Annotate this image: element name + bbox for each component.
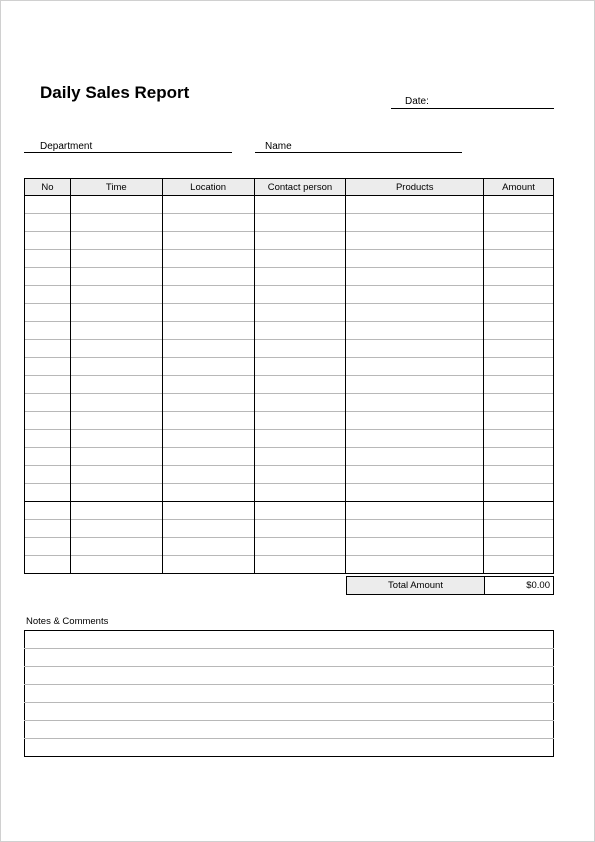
table-cell[interactable] — [346, 520, 484, 538]
table-cell[interactable] — [25, 484, 71, 502]
sales-table-body — [25, 196, 554, 574]
table-cell[interactable] — [25, 340, 71, 358]
total-amount-row — [347, 577, 554, 595]
table-cell[interactable] — [25, 556, 71, 574]
table-cell[interactable] — [484, 412, 554, 430]
table-cell[interactable] — [346, 556, 484, 574]
table-row — [25, 412, 554, 430]
table-cell[interactable] — [70, 250, 162, 268]
table-cell[interactable] — [25, 466, 71, 484]
table-cell[interactable] — [254, 412, 346, 430]
table-cell[interactable] — [484, 502, 554, 520]
column-header-no: No — [25, 179, 71, 196]
table-cell[interactable] — [162, 502, 254, 520]
table-cell[interactable] — [162, 304, 254, 322]
table-cell[interactable] — [254, 502, 346, 520]
sales-table — [24, 178, 554, 574]
table-row — [25, 286, 554, 304]
table-cell[interactable] — [162, 412, 254, 430]
column-header-contact-person: Contact person — [254, 179, 346, 196]
table-cell[interactable] — [484, 214, 554, 232]
table-row — [25, 196, 554, 214]
table-row — [25, 502, 554, 520]
table-cell[interactable] — [346, 466, 484, 484]
table-cell[interactable] — [25, 502, 71, 520]
table-cell[interactable] — [162, 214, 254, 232]
table-cell[interactable] — [162, 520, 254, 538]
table-cell[interactable] — [254, 430, 346, 448]
table-cell[interactable] — [254, 358, 346, 376]
table-cell[interactable] — [346, 430, 484, 448]
table-cell[interactable] — [70, 340, 162, 358]
table-cell[interactable] — [484, 340, 554, 358]
table-cell[interactable] — [70, 376, 162, 394]
table-cell[interactable] — [162, 448, 254, 466]
column-header-products: Products — [346, 179, 484, 196]
table-cell[interactable] — [346, 232, 484, 250]
table-row — [25, 520, 554, 538]
table-cell[interactable] — [484, 322, 554, 340]
table-cell[interactable] — [25, 196, 71, 214]
notes-line — [25, 667, 554, 685]
table-cell[interactable] — [254, 268, 346, 286]
table-cell[interactable] — [70, 484, 162, 502]
table-cell[interactable] — [162, 196, 254, 214]
table-cell[interactable] — [254, 466, 346, 484]
table-cell[interactable] — [346, 250, 484, 268]
table-cell[interactable] — [484, 250, 554, 268]
date-label: Date: — [405, 96, 429, 107]
table-cell[interactable] — [484, 376, 554, 394]
table-cell[interactable] — [70, 268, 162, 286]
table-row — [25, 376, 554, 394]
table-cell[interactable] — [254, 394, 346, 412]
table-cell[interactable] — [25, 430, 71, 448]
notes-line-cell[interactable] — [25, 703, 554, 721]
column-header-amount: Amount — [484, 179, 554, 196]
table-cell[interactable] — [346, 322, 484, 340]
notes-line-cell[interactable] — [25, 631, 554, 649]
table-cell[interactable] — [70, 322, 162, 340]
table-row — [25, 250, 554, 268]
table-row — [25, 322, 554, 340]
table-row — [25, 466, 554, 484]
table-cell[interactable] — [254, 520, 346, 538]
table-cell[interactable] — [346, 286, 484, 304]
table-cell[interactable] — [70, 232, 162, 250]
table-cell[interactable] — [484, 520, 554, 538]
table-row — [25, 394, 554, 412]
table-cell[interactable] — [70, 448, 162, 466]
table-cell[interactable] — [162, 538, 254, 556]
table-cell[interactable] — [25, 232, 71, 250]
table-cell[interactable] — [484, 358, 554, 376]
table-cell[interactable] — [254, 286, 346, 304]
table-cell[interactable] — [25, 304, 71, 322]
table-cell[interactable] — [484, 268, 554, 286]
table-cell[interactable] — [484, 232, 554, 250]
table-cell[interactable] — [346, 412, 484, 430]
table-row — [25, 448, 554, 466]
table-cell[interactable] — [346, 358, 484, 376]
table-cell[interactable] — [254, 376, 346, 394]
table-cell[interactable] — [484, 394, 554, 412]
table-cell[interactable] — [484, 556, 554, 574]
column-header-time: Time — [70, 179, 162, 196]
notes-line-cell[interactable] — [25, 667, 554, 685]
table-cell[interactable] — [162, 268, 254, 286]
name-label: Name — [265, 141, 292, 152]
table-cell[interactable] — [484, 538, 554, 556]
table-cell[interactable] — [70, 520, 162, 538]
table-cell[interactable] — [346, 214, 484, 232]
table-cell[interactable] — [25, 394, 71, 412]
table-cell[interactable] — [25, 322, 71, 340]
table-cell[interactable] — [484, 286, 554, 304]
table-row — [25, 538, 554, 556]
table-row — [25, 358, 554, 376]
table-cell[interactable] — [70, 196, 162, 214]
table-cell[interactable] — [254, 556, 346, 574]
table-cell[interactable] — [254, 304, 346, 322]
table-cell[interactable] — [162, 376, 254, 394]
table-cell[interactable] — [70, 538, 162, 556]
notes-line-cell[interactable] — [25, 739, 554, 757]
table-cell[interactable] — [484, 466, 554, 484]
table-cell[interactable] — [162, 232, 254, 250]
table-row — [25, 268, 554, 286]
table-cell[interactable] — [70, 430, 162, 448]
notes-line — [25, 721, 554, 739]
notes-line-cell[interactable] — [25, 721, 554, 739]
table-cell[interactable] — [70, 358, 162, 376]
notes-line — [25, 739, 554, 757]
table-cell[interactable] — [162, 250, 254, 268]
table-cell[interactable] — [346, 448, 484, 466]
table-cell[interactable] — [25, 376, 71, 394]
table-cell[interactable] — [70, 556, 162, 574]
table-cell[interactable] — [162, 394, 254, 412]
table-cell[interactable] — [25, 448, 71, 466]
table-row — [25, 430, 554, 448]
table-cell[interactable] — [25, 358, 71, 376]
table-cell[interactable] — [254, 214, 346, 232]
column-header-location: Location — [162, 179, 254, 196]
table-cell[interactable] — [346, 484, 484, 502]
notes-line-cell[interactable] — [25, 649, 554, 667]
table-cell[interactable] — [254, 196, 346, 214]
date-field[interactable] — [391, 96, 554, 109]
table-row — [25, 484, 554, 502]
table-cell[interactable] — [70, 412, 162, 430]
department-label: Department — [40, 141, 93, 152]
table-cell[interactable] — [25, 538, 71, 556]
table-cell[interactable] — [254, 538, 346, 556]
table-cell[interactable] — [484, 196, 554, 214]
name-field[interactable] — [255, 141, 462, 153]
table-cell[interactable] — [162, 466, 254, 484]
table-cell[interactable] — [25, 412, 71, 430]
table-cell[interactable] — [346, 304, 484, 322]
table-cell[interactable] — [70, 286, 162, 304]
department-field[interactable] — [24, 141, 232, 153]
table-cell[interactable] — [162, 358, 254, 376]
table-cell[interactable] — [25, 250, 71, 268]
notes-label: Notes & Comments — [26, 616, 109, 627]
notes-line — [25, 631, 554, 649]
total-amount-table — [346, 576, 554, 595]
table-cell[interactable] — [162, 322, 254, 340]
table-cell[interactable] — [254, 448, 346, 466]
table-cell[interactable] — [162, 484, 254, 502]
table-cell[interactable] — [254, 484, 346, 502]
table-cell[interactable] — [25, 286, 71, 304]
table-cell[interactable] — [162, 340, 254, 358]
table-cell[interactable] — [346, 196, 484, 214]
table-cell[interactable] — [162, 556, 254, 574]
table-header-row — [25, 179, 554, 196]
table-row — [25, 232, 554, 250]
table-cell[interactable] — [25, 268, 71, 286]
table-cell[interactable] — [70, 214, 162, 232]
total-amount-value: $0.00 — [485, 577, 554, 595]
table-cell[interactable] — [254, 322, 346, 340]
table-row — [25, 214, 554, 232]
table-cell[interactable] — [346, 268, 484, 286]
total-amount-label: Total Amount — [347, 577, 485, 595]
table-cell[interactable] — [484, 484, 554, 502]
table-cell[interactable] — [70, 466, 162, 484]
table-cell[interactable] — [254, 232, 346, 250]
table-row — [25, 556, 554, 574]
table-cell[interactable] — [25, 520, 71, 538]
table-cell[interactable] — [346, 538, 484, 556]
notes-table — [24, 630, 554, 757]
table-cell[interactable] — [162, 286, 254, 304]
page-title: Daily Sales Report — [40, 83, 190, 102]
table-cell[interactable] — [346, 376, 484, 394]
notes-table-body — [25, 631, 554, 757]
table-cell[interactable] — [70, 304, 162, 322]
table-cell[interactable] — [25, 214, 71, 232]
table-cell[interactable] — [484, 448, 554, 466]
notes-line-cell[interactable] — [25, 685, 554, 703]
table-row — [25, 340, 554, 358]
table-cell[interactable] — [484, 430, 554, 448]
notes-line — [25, 649, 554, 667]
notes-line — [25, 703, 554, 721]
table-cell[interactable] — [346, 502, 484, 520]
table-cell[interactable] — [346, 340, 484, 358]
table-cell[interactable] — [346, 394, 484, 412]
table-cell[interactable] — [70, 394, 162, 412]
table-row — [25, 304, 554, 322]
table-cell[interactable] — [254, 250, 346, 268]
notes-line — [25, 685, 554, 703]
table-cell[interactable] — [70, 502, 162, 520]
table-cell[interactable] — [484, 304, 554, 322]
table-cell[interactable] — [162, 430, 254, 448]
table-cell[interactable] — [254, 340, 346, 358]
